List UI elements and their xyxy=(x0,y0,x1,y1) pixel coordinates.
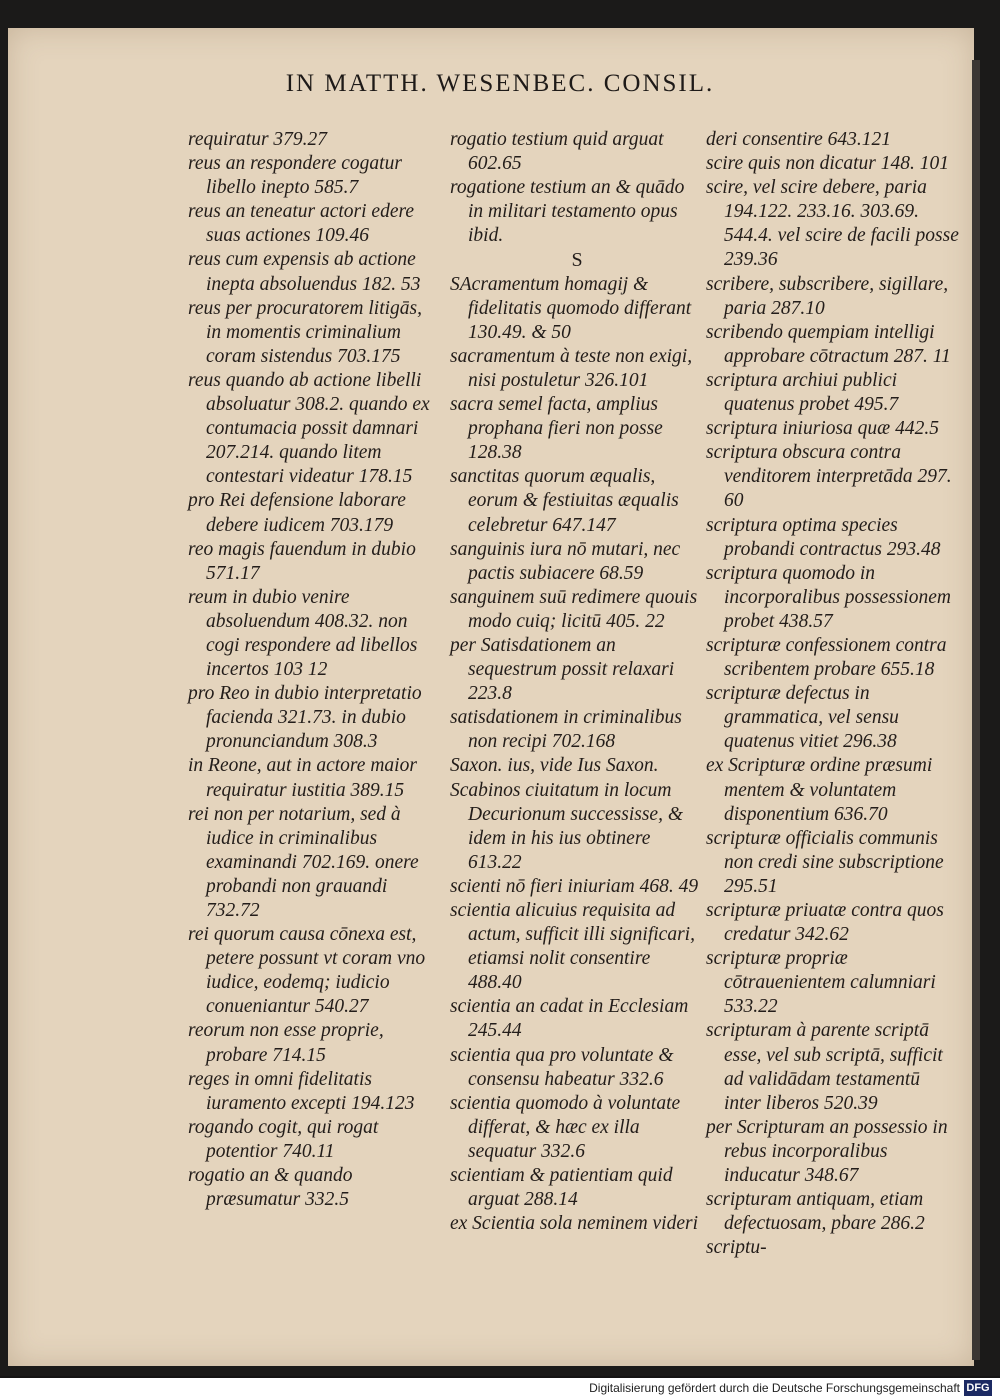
index-entry: scribere, subscribere, sigillare, paria 287.10 xyxy=(706,273,949,319)
index-entry: Scabinos ciuitatum in locum Decurionum successisse, & idem in his ius obtinere 613.22 xyxy=(450,779,684,873)
index-entry: reges in omni fidelitatis iuramento excepti 194.123 xyxy=(188,1068,415,1114)
index-entry: scriptura quomodo in incorporalibus possessionem probet 438.57 xyxy=(706,562,951,632)
index-entry: rei quorum causa cōnexa est, petere possunt vt coram vno iudice, eodemq; iudicio conueniantur 540.27 xyxy=(188,924,426,1018)
index-entry: rogatione testium an & quādo in militari testamento opus ibid. xyxy=(450,177,685,247)
index-column-2 xyxy=(450,128,704,1236)
section-letter: S xyxy=(571,249,583,272)
index-entry: sacra semel facta, amplius prophana fieri non posse 128.38 xyxy=(450,394,663,464)
index-entry: scripturæ propriæ cōtrauenientem calumniari 533.22 xyxy=(706,948,936,1018)
index-entry: sanguinis iura nō mutari, nec pactis subiacere 68.59 xyxy=(450,538,681,584)
index-entry: reus per procuratorem litigās, in momentis criminalium coram sistendus 703.175 xyxy=(188,297,422,367)
index-entry: rei non per notarium, sed à iudice in criminalibus examinandi 702.169. onere probandi non grauandi 732.72 xyxy=(188,803,419,921)
index-entry: sanctitas quorum æqualis, eorum & festiuitas æqualis celebretur 647.147 xyxy=(450,466,679,536)
index-entry: per Scripturam an possessio in rebus incorporalibus inducatur 348.67 xyxy=(706,1116,948,1187)
index-entry: scientiam & patientiam quid arguat 288.14 xyxy=(450,1165,673,1211)
dfg-logo: DFG xyxy=(964,1380,992,1396)
index-entry: scripturam à parente scriptā esse, vel sub scriptā, sufficit ad validādam testamentū inter liberos 520.39 xyxy=(706,1020,943,1114)
index-entry: Saxon. ius, vide Ius Saxon. xyxy=(450,755,659,777)
index-entry: scientia alicuius requisita ad actum, sufficit illi significari, etiamsi nolit consentire 488.40 xyxy=(450,900,695,994)
index-entry: pro Reo in dubio interpretatio facienda 321.73. in dubio pronunciandum 308.3 xyxy=(188,683,422,753)
index-entry: scientia an cadat in Ecclesiam 245.44 xyxy=(450,996,689,1042)
index-entry: rogando cogit, qui rogat potentior 740.11 xyxy=(188,1116,379,1162)
index-entry: reo magis fauendum in dubio 571.17 xyxy=(188,538,416,584)
index-entry: scribendo quempiam intelligi approbare cōtractum 287. 11 xyxy=(706,321,951,367)
index-entry: sacramentum à teste non exigi, nisi postuletur 326.101 xyxy=(450,345,693,391)
index-entry: scriptura archiui publici quatenus probet 495.7 xyxy=(706,369,899,416)
index-entry: ex Scientia sola neminem videri xyxy=(450,1213,699,1235)
index-entry: reus cum expensis ab actione inepta absoluendus 182. 53 xyxy=(188,249,421,295)
index-entry: pro Rei defensione laborare debere iudicem 703.179 xyxy=(188,490,406,536)
index-entry: reus quando ab actione libelli absoluatur 308.2. quando ex contumacia possit damnari 207.214. quando litem contestari videatur 178.15 xyxy=(188,369,430,488)
index-entry: scripturam antiquam, etiam defectuosam, pbare 286.2 xyxy=(706,1189,925,1235)
index-entry: scripturæ confessionem contra scribentem probare 655.18 xyxy=(706,634,947,681)
index-entry: scriptura iniuriosa quæ 442.5 xyxy=(706,418,939,440)
index-entry: deri consentire 643.121 xyxy=(706,129,892,150)
index-entry: scriptura optima species probandi contractus 293.48 xyxy=(706,514,941,560)
index-entry: reum in dubio venire absoluendum 408.32. non cogi respondere ad libellos incertos 103 12 xyxy=(188,586,418,681)
index-entry: SAcramentum homagij & fidelitatis quomodo differant 130.49. & 50 xyxy=(450,273,692,343)
index-entry: satisdationem in criminalibus non recipi 702.168 xyxy=(450,707,682,753)
index-entry: ex Scripturæ ordine præsumi mentem & voluntatem disponentium 636.70 xyxy=(706,755,933,825)
page-edge xyxy=(972,60,980,1360)
index-entry: scriptu- xyxy=(706,1237,767,1259)
index-entry: reorum non esse proprie, probare 714.15 xyxy=(188,1020,384,1066)
index-entry: reus an teneatur actori edere suas actiones 109.46 xyxy=(188,201,415,247)
footer-credit: Digitalisierung gefördert durch die Deutsche Forschungsgemeinschaft xyxy=(589,1381,960,1395)
index-entry: scripturæ priuatæ contra quos credatur 342.62 xyxy=(706,900,944,946)
index-entry: scripturæ officialis communis non credi sine subscriptione 295.51 xyxy=(706,827,944,897)
index-entry: per Satisdationem an sequestrum possit relaxari 223.8 xyxy=(450,634,675,705)
index-entry: in Reone, aut in actore maior requiratur iustitia 389.15 xyxy=(188,755,417,801)
index-entry: reus an respondere cogatur libello inepto 585.7 xyxy=(188,153,402,199)
footer-bar xyxy=(0,1378,1000,1399)
index-entry: scriptura obscura contra venditorem interpretāda 297. 60 xyxy=(706,442,952,512)
index-entry: scripturæ defectus in grammatica, vel sensu quatenus vitiet 296.38 xyxy=(706,683,899,753)
index-entry: rogatio testium quid arguat 602.65 xyxy=(450,129,664,175)
index-entry: sanguinem suū redimere quouis modo cuiq; licitū 405. 22 xyxy=(450,586,698,632)
index-entry: requiratur 379.27 xyxy=(188,129,328,150)
index-entry: rogatio an & quando præsumatur 332.5 xyxy=(188,1165,353,1211)
index-column-3 xyxy=(706,128,960,1260)
index-entry: scire, vel scire debere, paria 194.122. 233.16. 303.69. 544.4. vel scire de facili posse 239.36 xyxy=(706,177,959,271)
index-column-1 xyxy=(188,128,442,1212)
index-entry: scientia quomodo à voluntate differat, & hæc ex illa sequatur 332.6 xyxy=(450,1092,681,1162)
index-entry: scientia qua pro voluntate & consensu habeatur 332.6 xyxy=(450,1044,674,1090)
index-entry: scire quis non dicatur 148. 101 xyxy=(706,153,950,175)
running-header: IN MATTH. WESENBEC. CONSIL. xyxy=(285,70,715,97)
index-entry: scienti nō fieri iniuriam 468. 49 xyxy=(450,875,699,897)
